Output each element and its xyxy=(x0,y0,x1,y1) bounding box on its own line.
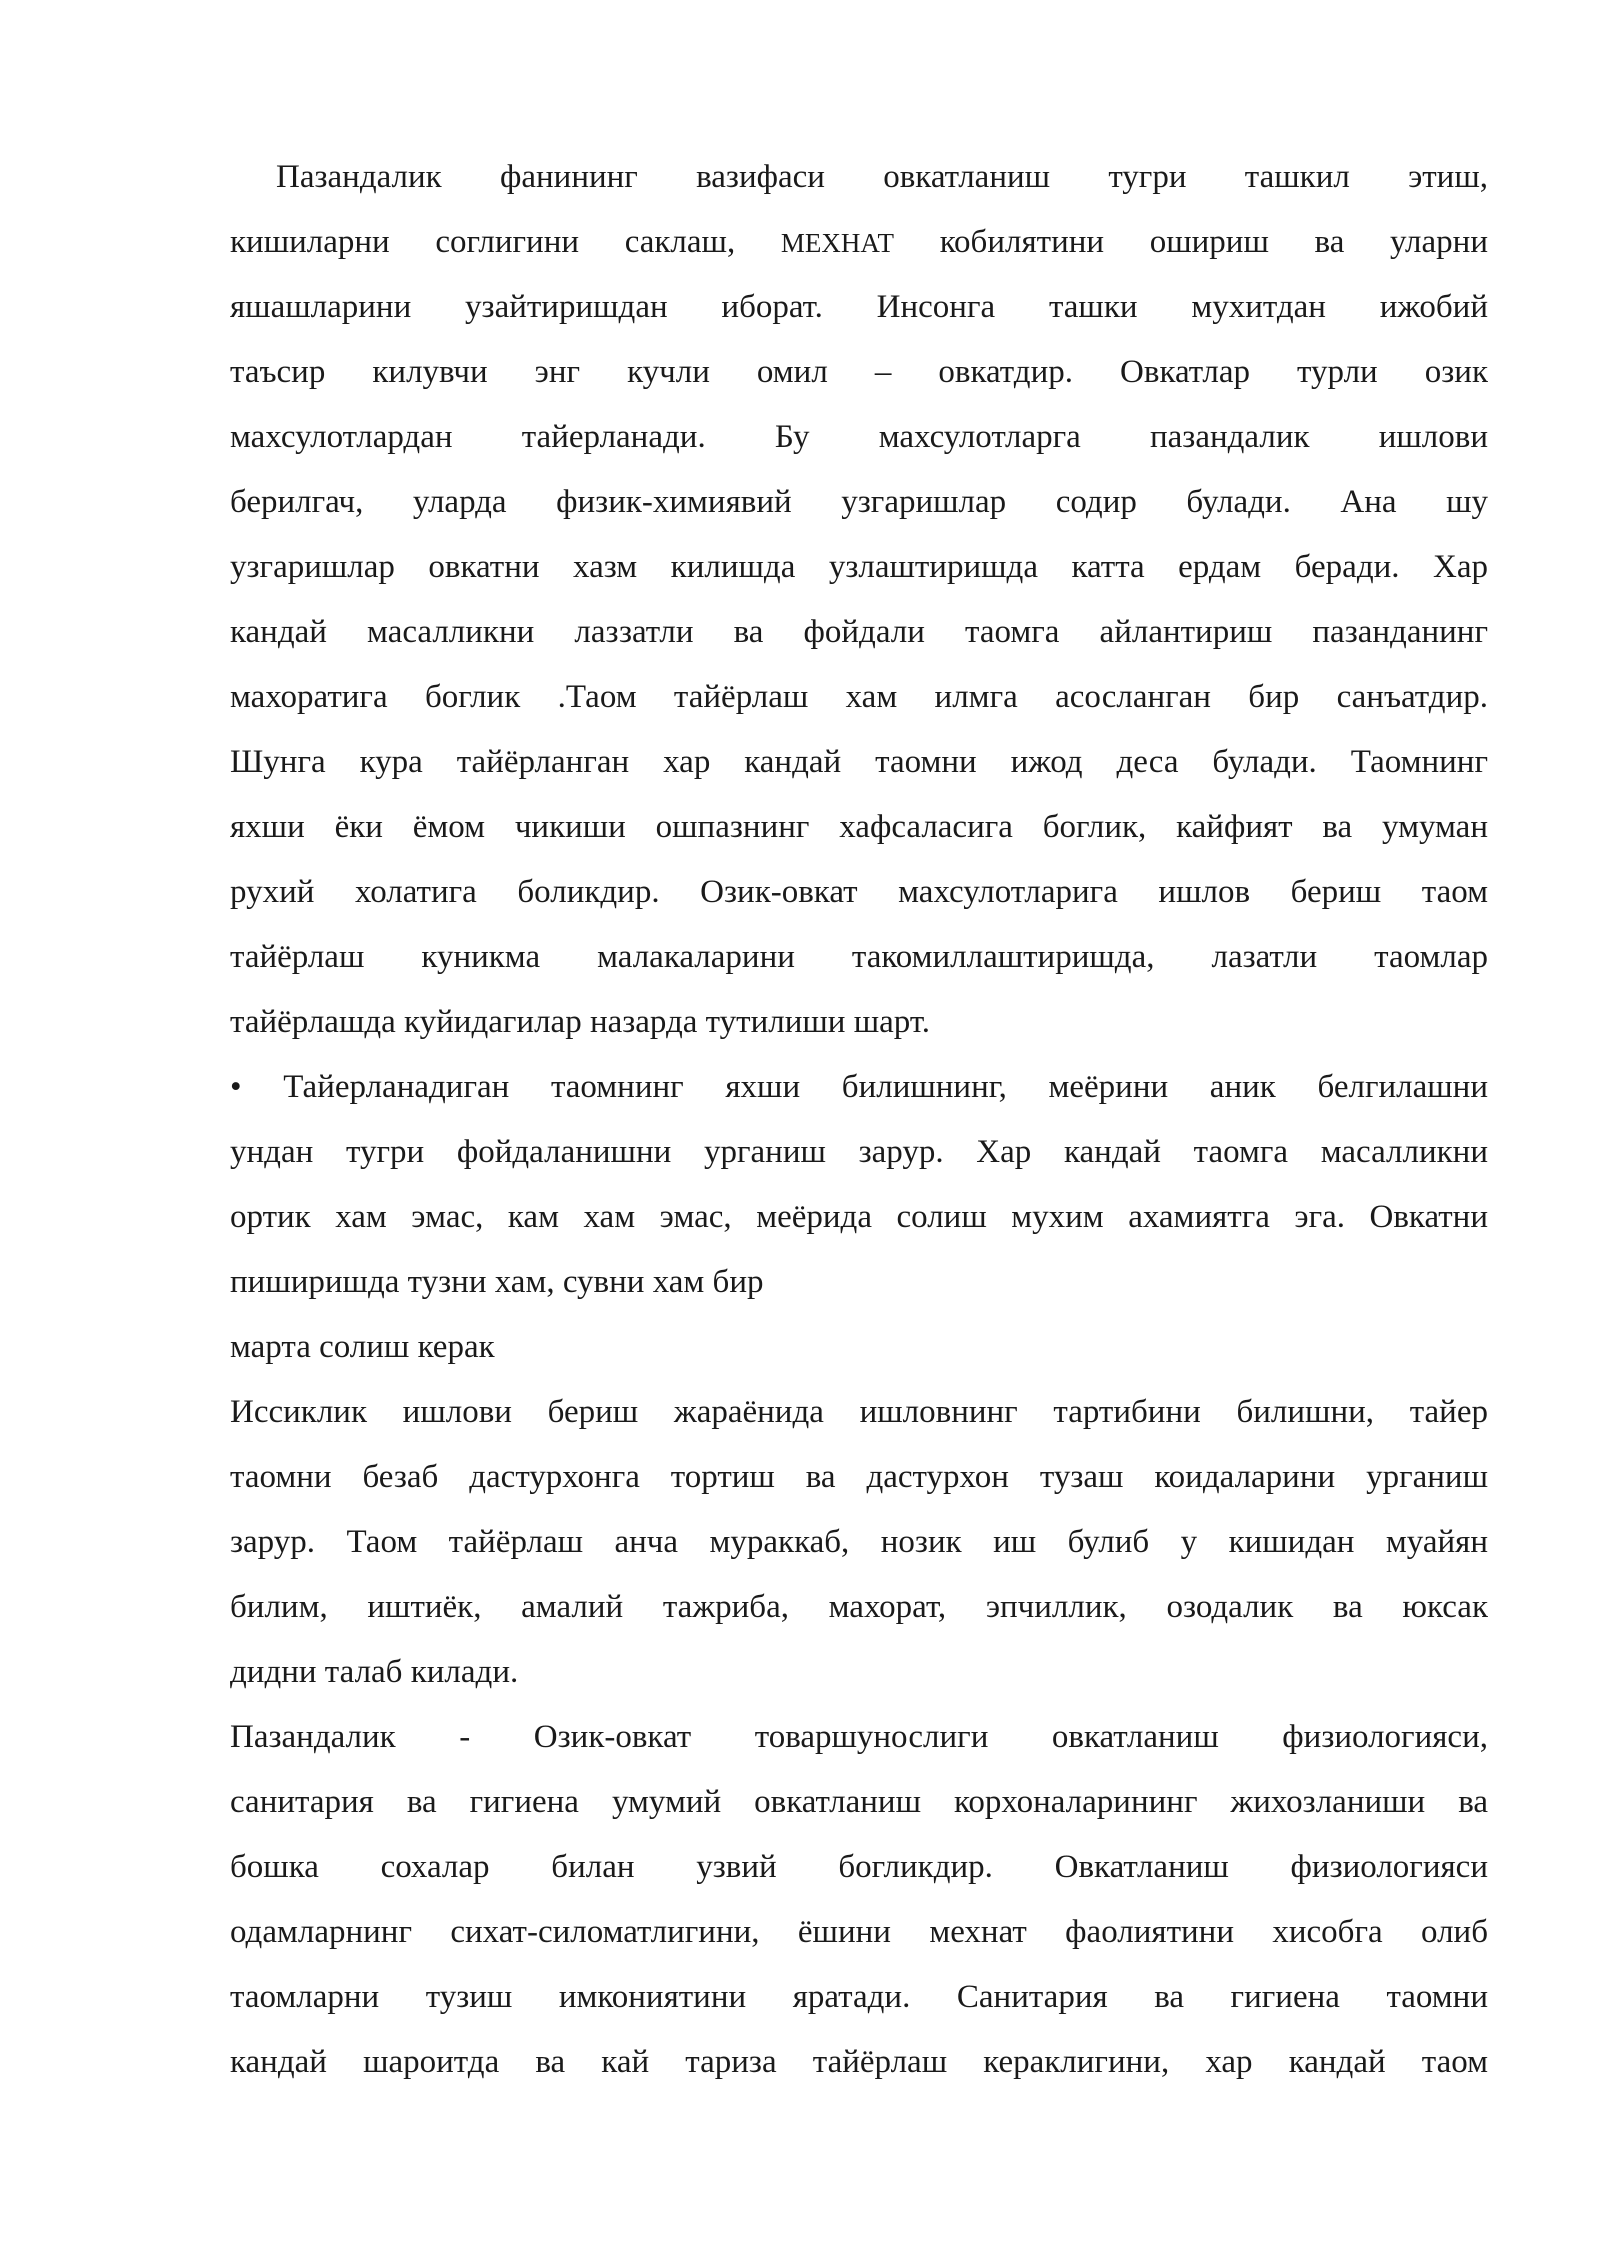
document-body xyxy=(230,145,1488,2095)
text-line: Пазандалик - Озик-овкат товаршунослиги овкатланиш физиологияси, xyxy=(230,1719,1488,1755)
text-line: махоратига боглик .Таом тайёрлаш хам илмга асосланган бир санъатдир. xyxy=(230,679,1488,715)
text-line: марта солиш керак xyxy=(230,1329,495,1365)
text-line: таъсир килувчи энг кучли омил – овкатдир. Овкатлар турли озик xyxy=(230,354,1488,390)
text-line: махсулотлардан тайерланади. Бу махсулотларга пазандалик ишлови xyxy=(230,419,1488,455)
text-line: таомларни тузиш имкониятини яратади. Санитария ва гигиена таомни xyxy=(230,1979,1488,2015)
text-line: кандай шароитда ва кай тариза тайёрлаш кераклигини, хар кандай таом xyxy=(230,2044,1488,2080)
emphasized-word: МЕХНАТ xyxy=(780,228,895,258)
text-line: • Тайерланадиган таомнинг яхши билишнинг, меёрини аник белгилашни xyxy=(230,1069,1488,1105)
text-line: тайёрлашда куйидагилар назарда тутилиши шарт. xyxy=(230,1004,931,1040)
text-line: ундан тугри фойдаланишни урганиш зарур. Хар кандай таомга масалликни xyxy=(230,1134,1488,1170)
text-line: пиширишда тузни хам, сувни хам бир xyxy=(230,1264,764,1300)
text-line: рухий холатига боликдир. Озик-овкат махсулотларига ишлов бериш таом xyxy=(230,874,1488,910)
text-line: санитария ва гигиена умумий овкатланиш корхоналарининг жихозланиши ва xyxy=(230,1784,1488,1820)
text-line: тайёрлаш куникма малакаларини такомиллаштиришда, лазатли таомлар xyxy=(230,939,1488,975)
text-line: одамларнинг сихат-силоматлигини, ёшини мехнат фаолиятини хисобга олиб xyxy=(230,1914,1488,1950)
text-line: дидни талаб килади. xyxy=(230,1654,519,1690)
text-line: кандай масалликни лаззатли ва фойдали таомга айлантириш пазанданинг xyxy=(230,614,1488,650)
text-line: таомни безаб дастурхонга тортиш ва дастурхон тузаш коидаларини урганиш xyxy=(230,1459,1488,1495)
text-line: яшашларини узайтиришдан иборат. Инсонга ташки мухитдан ижобий xyxy=(230,289,1488,325)
text-line: яхши ёки ёмом чикиши ошпазнинг хафсаласига боглик, кайфият ва умуман xyxy=(230,809,1488,845)
text-line: зарур. Таом тайёрлаш анча мураккаб, нозик иш булиб у кишидан муайян xyxy=(230,1524,1488,1560)
text-line: кишиларни соглигини саклаш, МЕХНАТ кобилятини ошириш ва уларни xyxy=(230,224,1488,260)
text-line: бошка сохалар билан узвий богликдир. Овкатланиш физиологияси xyxy=(230,1849,1488,1885)
text-line: узгаришлар овкатни хазм килишда узлаштиришда катта ердам беради. Хар xyxy=(230,549,1488,585)
text-line: Пазандалик фанининг вазифаси овкатланиш тугри ташкил этиш, xyxy=(276,159,1488,195)
text-line: ортик хам эмас, кам хам эмас, меёрида солиш мухим ахамиятга эга. Овкатни xyxy=(230,1199,1488,1235)
text-line: Иссиклик ишлови бериш жараёнида ишловнинг тартибини билишни, тайер xyxy=(230,1394,1488,1430)
text-line: Шунга кура тайёрланган хар кандай таомни ижод деса булади. Таомнинг xyxy=(230,744,1488,780)
text-line: берилгач, уларда физик-химиявий узгаришлар содир булади. Ана шу xyxy=(230,484,1488,520)
text-line: билим, иштиёк, амалий тажриба, махорат, эпчиллик, озодалик ва юксак xyxy=(230,1589,1488,1625)
